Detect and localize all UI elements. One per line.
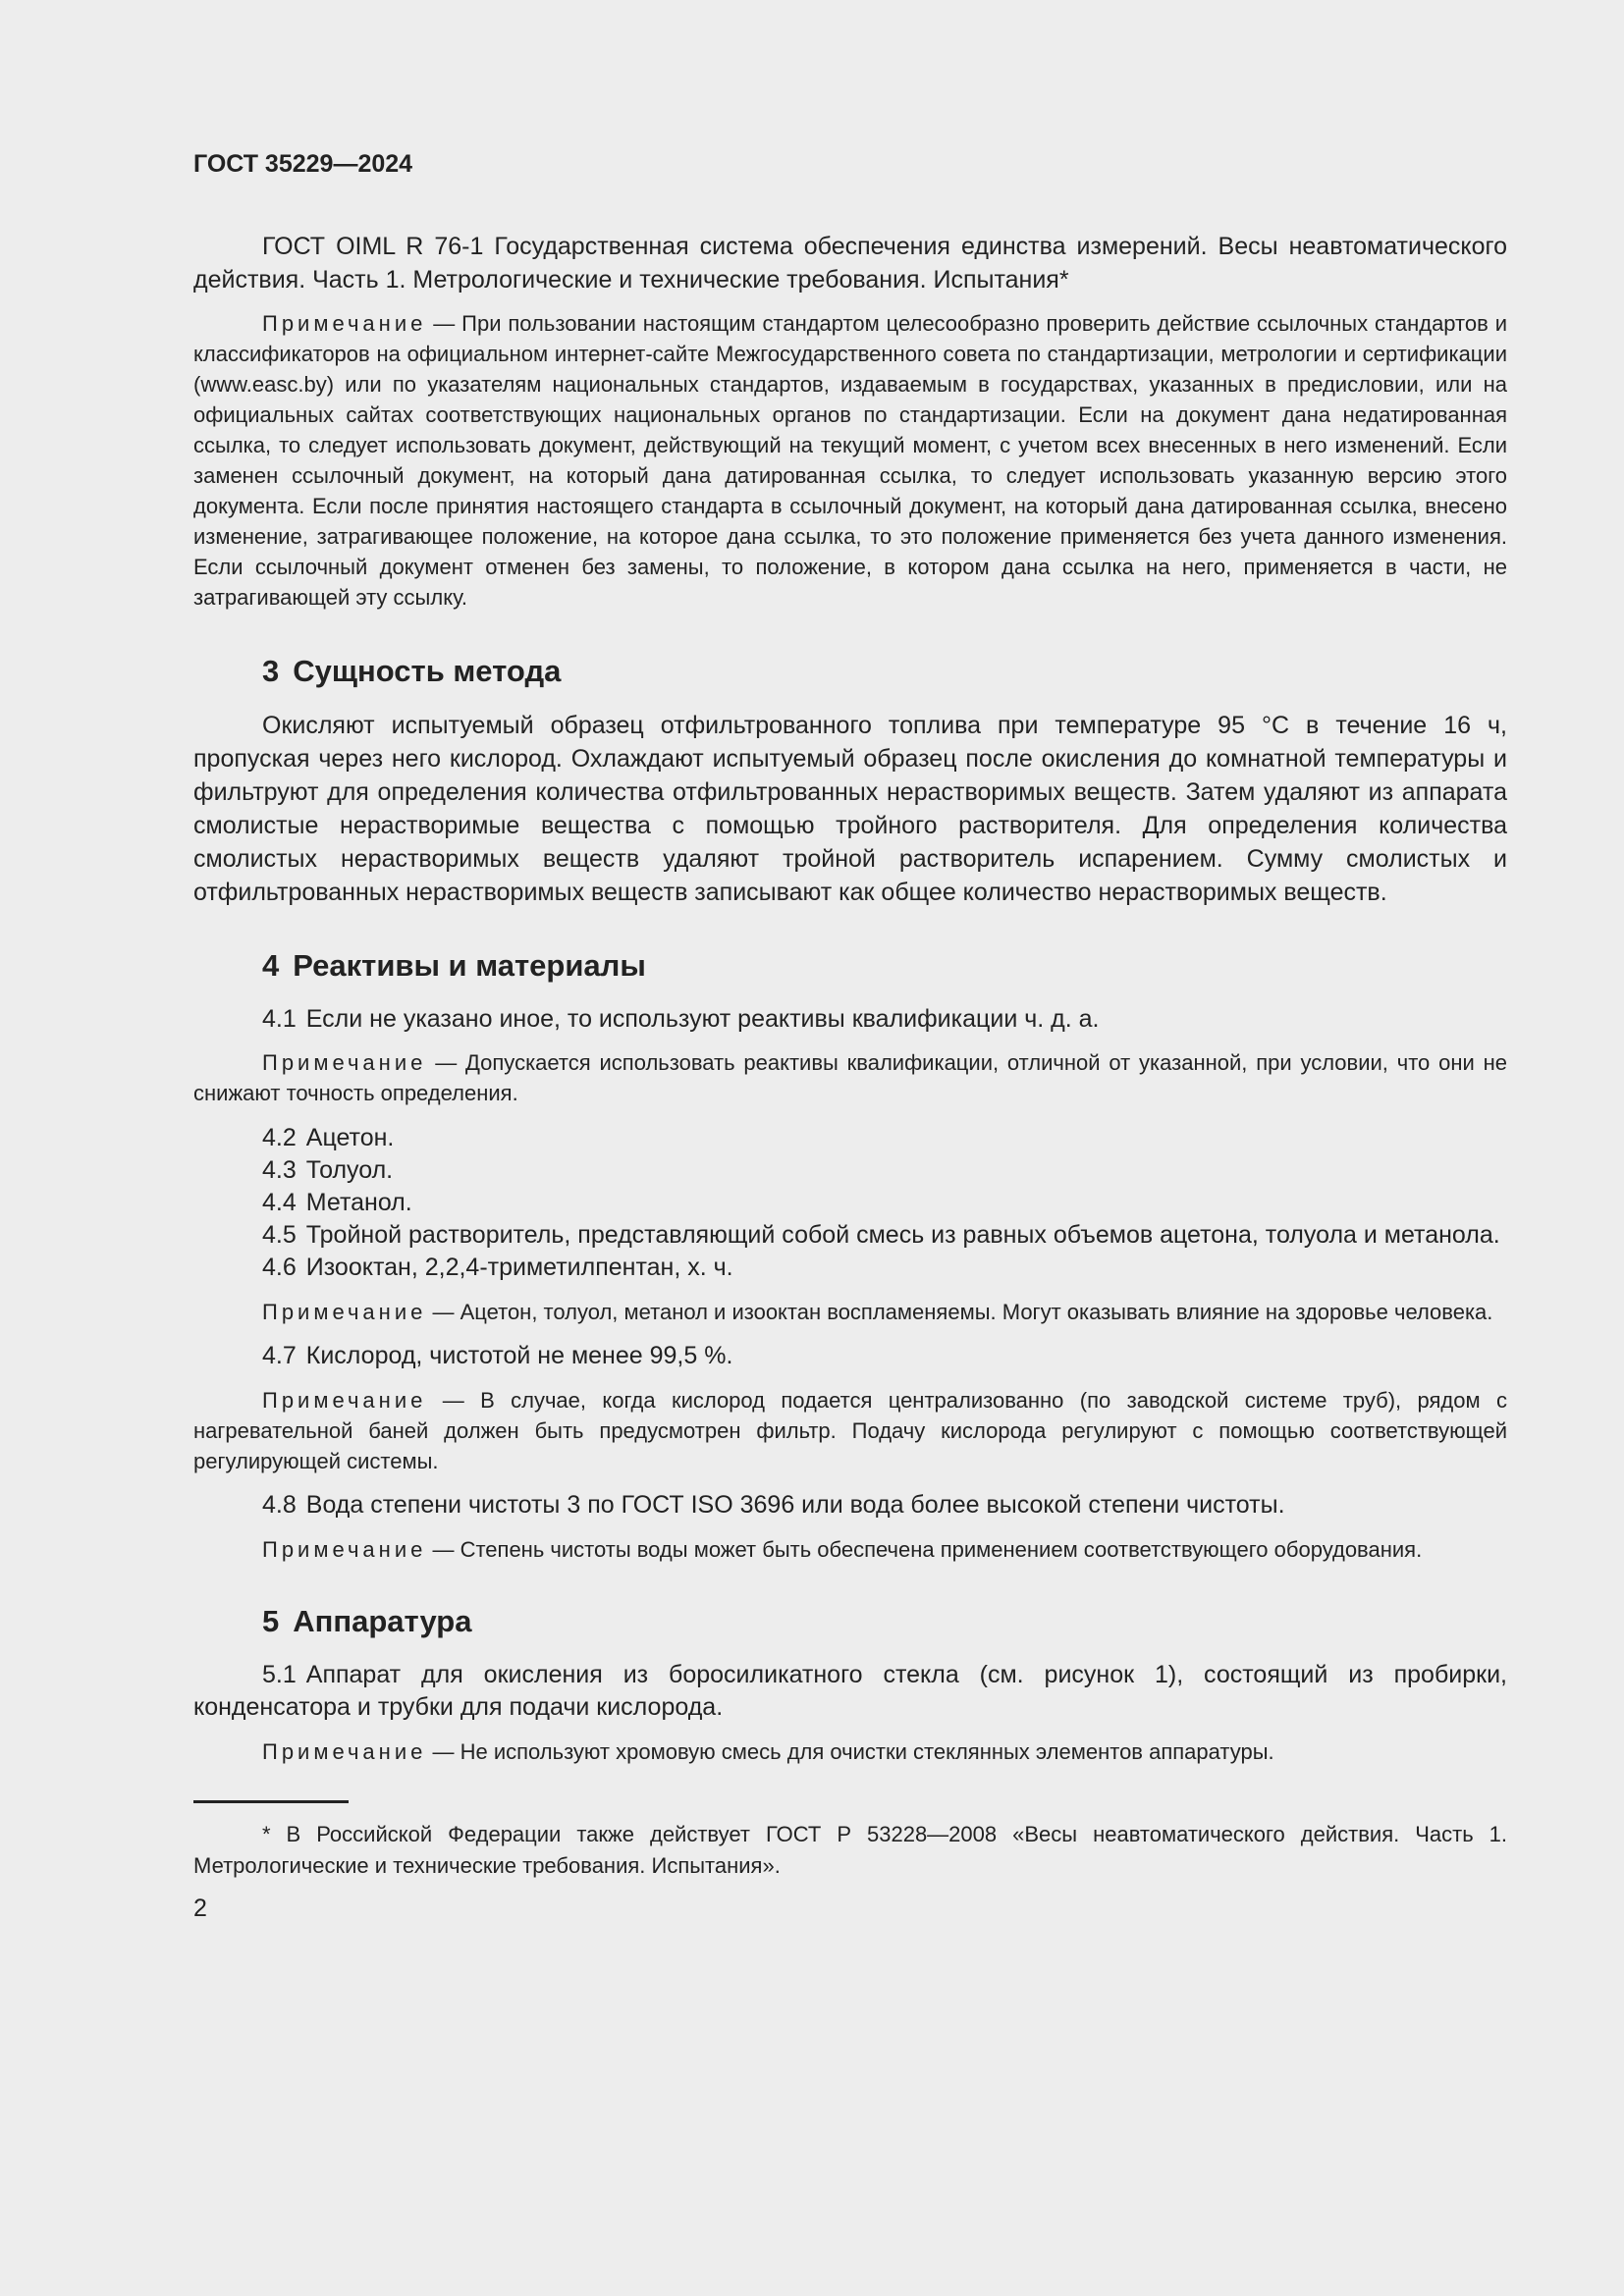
note-label: Примечание bbox=[262, 1537, 427, 1562]
section-title: Аппаратура bbox=[293, 1604, 472, 1638]
note-label: Примечание bbox=[262, 311, 427, 336]
clause-4-1 bbox=[193, 1003, 1507, 1036]
section-title: Сущность метода bbox=[293, 654, 562, 688]
clause-number: 4.6 bbox=[262, 1254, 297, 1281]
section-3-heading bbox=[262, 652, 1507, 691]
clause-4-3 bbox=[193, 1154, 1507, 1187]
clause-number: 4.3 bbox=[262, 1156, 297, 1184]
page-number: 2 bbox=[193, 1895, 207, 1922]
clause-text: Кислород, чистотой не менее 99,5 %. bbox=[305, 1342, 733, 1369]
clause-4-7 bbox=[193, 1340, 1507, 1372]
section-5-heading bbox=[262, 1602, 1507, 1641]
clause-4-5 bbox=[193, 1219, 1507, 1252]
note-text: — В случае, когда кислород подается централизованно (по заводской системе труб), рядом с нагревательной баней должен быть предусмотрен фильтр. Подачу кислорода регулируют с помощью соответствующей регулирующей системы. bbox=[193, 1388, 1507, 1473]
references-note bbox=[193, 308, 1507, 613]
note-label: Примечание bbox=[262, 1300, 427, 1324]
clause-text: Ацетон. bbox=[305, 1124, 395, 1151]
footnote: * В Российской Федерации также действует ГОСТ Р 53228—2008 «Весы неавтоматического действия. Часть 1. Метрологические и технические требования. Испытания». bbox=[193, 1822, 1507, 1878]
note-5-1 bbox=[193, 1736, 1507, 1767]
note-text: — Не используют хромовую смесь для очистки стеклянных элементов аппаратуры. bbox=[432, 1739, 1274, 1764]
note-label: Примечание bbox=[262, 1739, 427, 1764]
note-4-8 bbox=[193, 1534, 1507, 1565]
note-text: — При пользовании настоящим стандартом целесообразно проверить действие ссылочных стандартов и классификаторов на официальном интернет-сайте Межгосударственного совета по стандартизации, метрологии и сертификации (www.easc.by) или по указателям национальных стандартов, издаваемым в государствах, указанных в предисловии, или на официальных сайтах соответствующих национальных органов по стандартизации. Если на документ дана недатированная ссылка, то следует использовать документ, действующий на текущий момент, с учетом всех внесенных в него изменений. Если заменен ссылочный документ, на который дана датированная ссылка, то следует использовать указанную версию этого документа. Если после принятия настоящего стандарта в ссылочный документ, на который дана датированная ссылка, внесено изменение, затрагивающее положение, на которое дана ссылка, то это положение применяется без учета данного изменения. Если ссылочный документ отменен без замены, то положение, в котором дана ссылка на него, применяется в части, не затрагивающей эту ссылку. bbox=[193, 311, 1507, 610]
document-number: ГОСТ 35229—2024 bbox=[193, 150, 413, 178]
note-label: Примечание bbox=[262, 1050, 427, 1075]
note-4-7 bbox=[193, 1385, 1507, 1476]
note-label: Примечание bbox=[262, 1388, 427, 1413]
section-title: Реактивы и материалы bbox=[293, 948, 646, 983]
section-number: 3 bbox=[262, 654, 280, 688]
clause-text: Если не указано иное, то используют реактивы квалификации ч. д. а. bbox=[305, 1005, 1100, 1033]
clause-number: 4.7 bbox=[262, 1342, 297, 1369]
section-number: 4 bbox=[262, 948, 280, 983]
section-number: 5 bbox=[262, 1604, 280, 1638]
section-3-text: Окисляют испытуемый образец отфильтрованного топлива при температуре 95 °С в течение 16 ч, пропуская через него кислород. Охлаждают испытуемый образец после окисления до комнатной температуры и фильтруют для определения количества отфильтрованных нерастворимых веществ. Затем удаляют из аппарата смолистые нерастворимые вещества с помощью тройного растворителя. Для определения количества смолистых нерастворимых веществ удаляют тройной растворитель испарением. Сумму смолистых и отфильтрованных нерастворимых веществ записывают как общее количество нерастворимых веществ. bbox=[193, 712, 1507, 906]
clause-text: Аппарат для окисления из боросиликатного стекла (см. рисунок 1), состоящий из пробирки, конденсатора и трубки для подачи кислорода. bbox=[193, 1661, 1507, 1721]
clause-number: 4.2 bbox=[262, 1124, 297, 1151]
section-4-heading bbox=[262, 946, 1507, 986]
footnote-separator bbox=[193, 1800, 349, 1803]
normative-reference-item: ГОСТ OIML R 76-1 Государственная система обеспечения единства измерений. Весы неавтоматического действия. Часть 1. Метрологические и технические требования. Испытания* bbox=[193, 233, 1507, 294]
note-4-1 bbox=[193, 1047, 1507, 1108]
clause-text: Тройной растворитель, представляющий собой смесь из равных объемов ацетона, толуола и метанола. bbox=[305, 1221, 1500, 1249]
clause-number: 4.1 bbox=[262, 1005, 297, 1033]
clause-4-6 bbox=[193, 1252, 1507, 1284]
note-text: — Допускается использовать реактивы квалификации, отличной от указанной, при условии, что они не снижают точность определения. bbox=[193, 1050, 1507, 1105]
clause-5-1 bbox=[193, 1659, 1507, 1724]
clause-text: Метанол. bbox=[305, 1189, 412, 1216]
clause-number: 4.5 bbox=[262, 1221, 297, 1249]
note-4-6 bbox=[193, 1297, 1507, 1327]
clause-text: Толуол. bbox=[305, 1156, 394, 1184]
note-text: — Ацетон, толуол, метанол и изооктан воспламеняемы. Могут оказывать влияние на здоровье человека. bbox=[432, 1300, 1493, 1324]
clause-4-2 bbox=[193, 1122, 1507, 1154]
clause-number: 5.1 bbox=[262, 1661, 297, 1688]
clause-number: 4.4 bbox=[262, 1189, 297, 1216]
note-text: — Степень чистоты воды может быть обеспечена применением соответствующего оборудования. bbox=[432, 1537, 1423, 1562]
clause-4-4 bbox=[193, 1187, 1507, 1219]
clause-number: 4.8 bbox=[262, 1491, 297, 1519]
document-page bbox=[193, 145, 1507, 1923]
clause-4-8 bbox=[193, 1489, 1507, 1522]
clause-text: Вода степени чистоты 3 по ГОСТ ISO 3696 или вода более высокой степени чистоты. bbox=[305, 1491, 1285, 1519]
clause-text: Изооктан, 2,2,4-триметилпентан, х. ч. bbox=[305, 1254, 733, 1281]
